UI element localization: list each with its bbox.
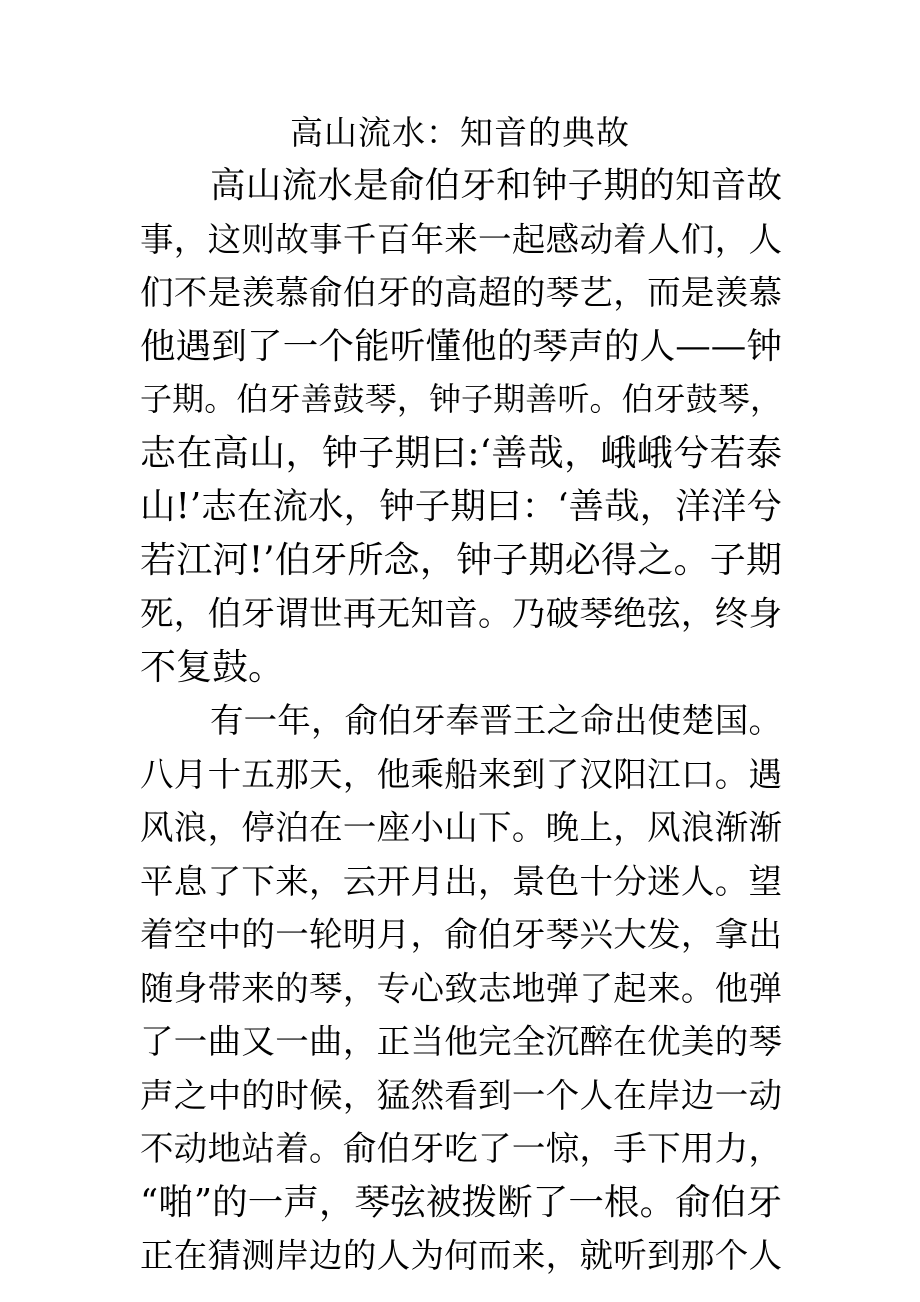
paragraph-1-line-4: 他遇到了一个能听懂他的琴声的人——钟 <box>140 325 782 367</box>
paragraph-1-line-6: 志在高山，钟子期曰:‘善哉，峨峨兮若泰 <box>140 432 782 474</box>
paragraph-1-line-5: 子期。伯牙善鼓琴，钟子期善听。伯牙鼓琴， <box>140 380 782 418</box>
paragraph-1-line-8: 若江河!’伯牙所念，钟子期必得之。子期 <box>140 539 782 581</box>
paragraph-1-line-7: 山!’志在流水，钟子期曰：‘善哉，洋洋兮 <box>140 486 782 527</box>
paragraph-2-line-11: 正在猜测岸边的人为何而来，就听到那个人 <box>140 1236 782 1275</box>
paragraph-2-line-8: 声之中的时候，猛然看到一个人在岸边一动 <box>140 1075 782 1115</box>
paragraph-1-line-9: 死，伯牙谓世再无知音。乃破琴绝弦，终身 <box>140 594 782 633</box>
paragraph-1-line-10: 不复鼓。 <box>140 646 285 688</box>
paragraph-1-line-2: 事，这则故事千百年来一起感动着人们，人 <box>140 219 782 259</box>
paragraph-2-line-6: 随身带来的琴，专心致志地弹了起来。他弹 <box>140 968 782 1008</box>
paragraph-2-line-9: 不动地站着。俞伯牙吃了一惊，手下用力， <box>140 1129 782 1168</box>
paragraph-2-line-3: 风浪，停泊在一座小山下。晚上，风浪渐渐 <box>140 808 782 847</box>
paragraph-2-line-7: 了一曲又一曲，正当他完全沉醉在优美的琴 <box>140 1022 782 1061</box>
paragraph-1-line-1: 高山流水是俞伯牙和钟子期的知音故 <box>210 165 782 206</box>
paragraph-2-line-10: “啪”的一声，琴弦被拨断了一根。俞伯牙 <box>140 1181 782 1223</box>
document-title: 高山流水：知音的典故 <box>290 113 630 152</box>
paragraph-2-line-5: 着空中的一轮明月，俞伯牙琴兴大发，拿出 <box>140 915 782 954</box>
paragraph-2-line-4: 平息了下来，云开月出，景色十分迷人。望 <box>140 861 782 901</box>
paragraph-2-line-2: 八月十五那天，他乘船来到了汉阳江口。遇 <box>140 754 782 794</box>
paragraph-1-line-3: 们不是羡慕俞伯牙的高超的琴艺，而是羡慕 <box>140 273 782 312</box>
paragraph-2-line-1: 有一年，俞伯牙奉晋王之命出使楚国。 <box>210 701 782 740</box>
document-body <box>140 159 782 1283</box>
